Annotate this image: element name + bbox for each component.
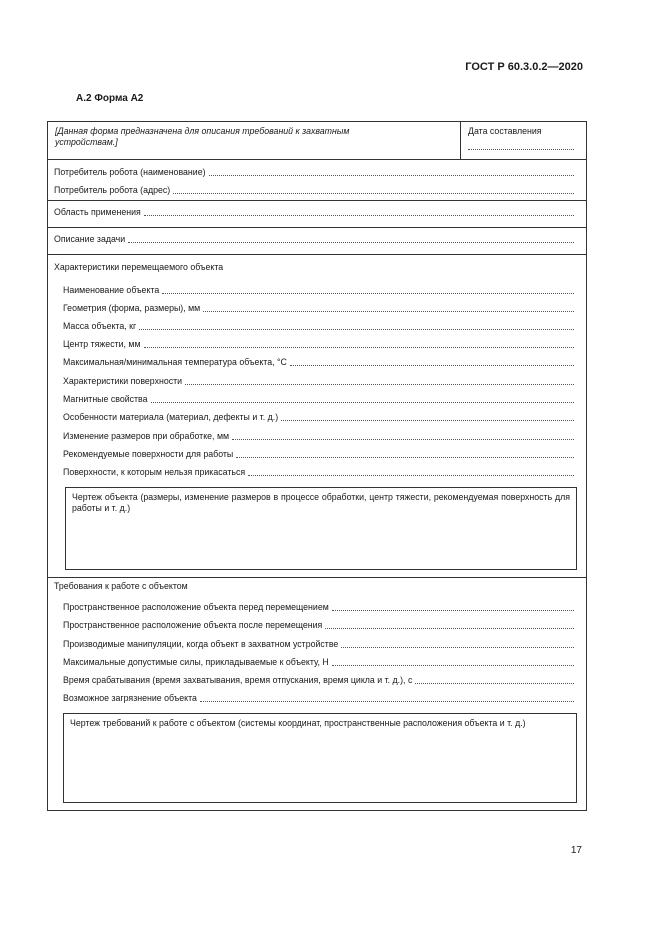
object-field-label: Рекомендуемые поверхности для работы [63,449,234,459]
form-frame [47,121,587,811]
requirement-field-label: Возможное загрязнение объекта [63,693,197,703]
object-field[interactable] [63,303,574,314]
requirement-field-label: Производимые манипуляции, когда объект в захватном устройстве [63,639,339,649]
date-divider [460,121,461,159]
scope-field[interactable] [54,207,574,218]
object-field[interactable] [63,431,574,442]
date-field[interactable] [468,149,574,150]
object-field[interactable] [63,449,574,460]
row-separator [47,577,587,578]
object-field[interactable] [63,412,574,423]
object-field[interactable] [63,321,574,332]
requirement-field-label: Время срабатывания (время захватывания, время отпускания, время цикла и т. д.), с [63,675,413,685]
requirements-drawing-note: Чертеж требований к работе с объектом (системы координат, пространственные расположения объекта и т. д.) [70,718,526,728]
requirement-field[interactable] [63,675,574,686]
object-field[interactable] [63,339,574,350]
object-field-label: Изменение размеров при обработке, мм [63,431,230,441]
row-separator [47,159,587,160]
object-field[interactable] [63,394,574,405]
form-note: [Данная форма предназначена для описания требований к захватным устройствам.] [55,126,350,147]
object-field-label: Максимальная/минимальная температура объекта, °С [63,357,287,367]
object-field-label: Поверхности, к которым нельзя прикасаться [63,467,246,477]
consumer-name-label: Потребитель робота (наименование) [54,167,206,177]
standard-designation: ГОСТ Р 60.3.0.2—2020 [465,61,583,73]
object-field-label: Особенности материала (материал, дефекты и т. д.) [63,412,279,422]
consumer-address-field[interactable] [54,185,574,196]
requirements-section-title: Требования к работе с объектом [54,581,188,591]
scope-label: Область применения [54,207,141,217]
object-field-label: Магнитные свойства [63,394,148,404]
row-separator [47,254,587,255]
consumer-address-label: Потребитель робота (адрес) [54,185,171,195]
section-title: А.2 Форма А2 [76,93,144,104]
page-number: 17 [570,845,582,856]
requirement-field[interactable] [63,693,574,704]
requirement-field[interactable] [63,639,574,650]
date-label: Дата составления [468,126,542,136]
requirement-field[interactable] [63,657,574,668]
requirement-field-label: Максимальные допустимые силы, прикладываемые к объекту, Н [63,657,329,667]
object-field-label: Центр тяжести, мм [63,339,141,349]
task-label: Описание задачи [54,234,126,244]
task-field[interactable] [54,234,574,245]
requirement-field[interactable] [63,620,574,631]
object-drawing-note: Чертеж объекта (размеры, изменение размеров в процессе обработки, центр тяжести, рекомендуемая поверхность для работы и т. д.) [72,492,570,513]
row-separator [47,227,587,228]
object-field[interactable] [63,285,574,296]
object-field[interactable] [63,467,574,478]
object-field[interactable] [63,357,574,368]
row-separator [47,200,587,201]
consumer-name-field[interactable] [54,167,574,178]
object-field-label: Масса объекта, кг [63,321,137,331]
requirement-field[interactable] [63,602,574,613]
object-field[interactable] [63,376,574,387]
requirement-field-label: Пространственное расположение объекта после перемещения [63,620,323,630]
object-section-title: Характеристики перемещаемого объекта [54,262,224,272]
object-field-label: Характеристики поверхности [63,376,183,386]
object-field-label: Геометрия (форма, размеры), мм [63,303,201,313]
object-field-label: Наименование объекта [63,285,160,295]
requirement-field-label: Пространственное расположение объекта перед перемещением [63,602,329,612]
